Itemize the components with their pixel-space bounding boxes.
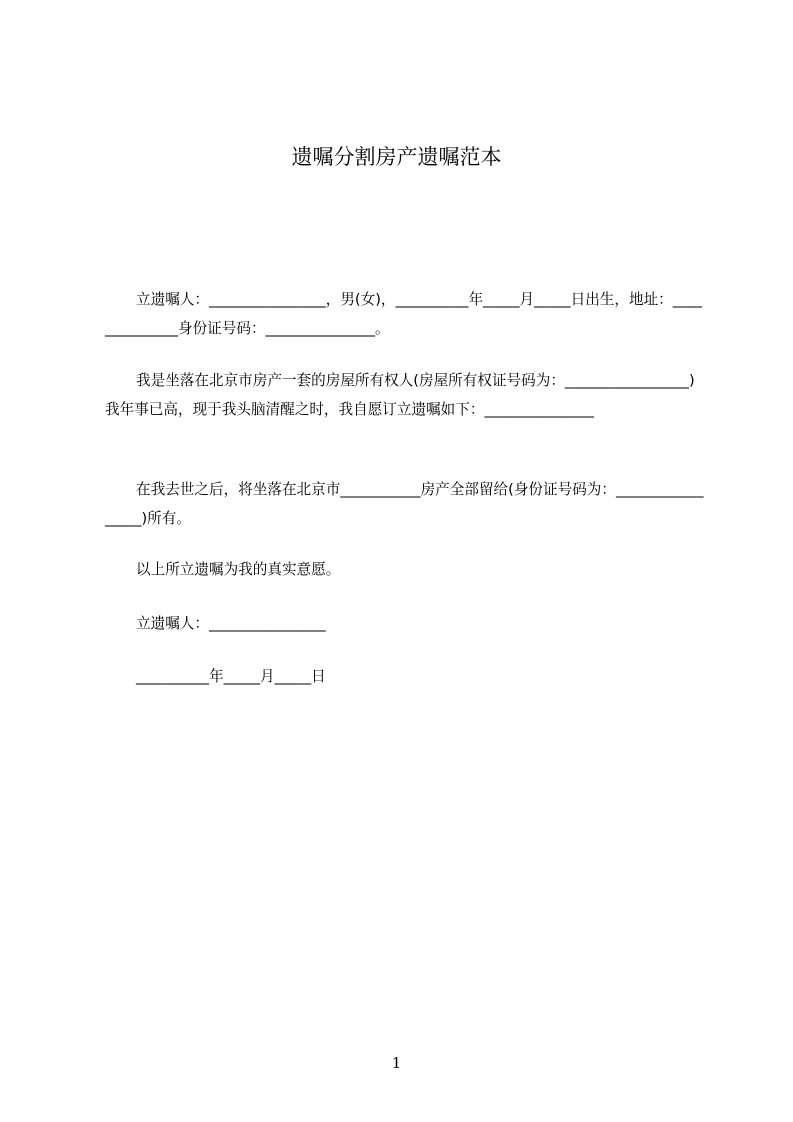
document-title: 遗嘱分割房产遗嘱范本 [291, 145, 502, 169]
paragraph-testator-info: 立遗嘱人：________________，男(女)，__________年_____月_____日出生，地址：______________身份证号码：_______________。 [105, 291, 702, 337]
page-number: 1 [391, 1054, 402, 1072]
paragraph-declaration: 以上所立遗嘱为我的真实意愿。 [136, 561, 341, 578]
paragraph-property-ownership: 我是坐落在北京市房产一套的房屋所有权人(房屋所有权证号码为：_________________)我年事已高，现于我头脑清醒之时，我自愿订立遗嘱如下：_______________ [105, 372, 695, 418]
paragraph-date: __________年_____月_____日 [136, 668, 326, 685]
paragraph-signature: 立遗嘱人：________________ [136, 615, 326, 632]
paragraph-bequest: 在我去世之后，将坐落在北京市___________房产全部留给(身份证号码为：_________________)所有。 [105, 481, 704, 527]
